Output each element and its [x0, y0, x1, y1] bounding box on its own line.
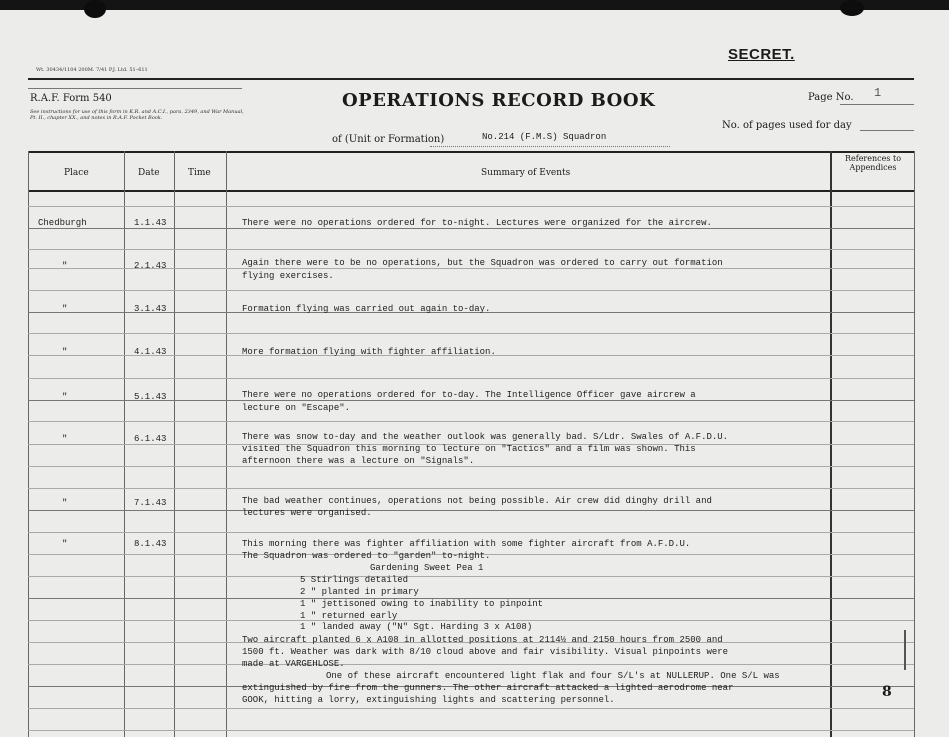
entry-place-ditto: ": [62, 261, 68, 271]
entry-place-ditto: ": [62, 347, 68, 357]
pages-underline: [860, 130, 914, 131]
entry-summary-line: visited the Squadron this morning to lecture on "Tactics" and a film was shown. This: [242, 444, 696, 454]
entry-summary-line: 1500 ft. Weather was dark with 8/10 cloud above and fair visibility. Visual pinpoints were: [242, 647, 729, 657]
entry-summary-line: lectures were organised.: [242, 508, 372, 518]
entry-date: 8.1.43: [134, 539, 167, 549]
entry-date: 5.1.43: [134, 392, 167, 402]
scan-top-edge: [0, 0, 949, 10]
entry-summary-line: extinguished by fire from the gunners. The other aircraft attacked a lighted aerodrome near: [242, 683, 734, 693]
unit-underline: [430, 146, 670, 147]
entry-summary-line: flying exercises.: [242, 271, 334, 281]
page-number-label: Page No.: [808, 92, 854, 103]
entry-place-ditto: ": [62, 539, 68, 549]
entry-summary-line: More formation flying with fighter affiliation.: [242, 347, 496, 357]
entry-summary-line: lecture on "Escape".: [242, 403, 351, 413]
entry-summary-line: afternoon there was a lecture on "Signals".: [242, 456, 475, 466]
entry-place-ditto: ": [62, 498, 68, 508]
punch-hole: [840, 0, 864, 16]
entry-date: 7.1.43: [134, 498, 167, 508]
entry-summary-line: Gardening Sweet Pea 1: [370, 563, 484, 573]
entry-place-ditto: ": [62, 304, 68, 314]
rule: [28, 88, 242, 89]
entry-summary-line: There were no operations ordered for to-day. The Intelligence Officer gave aircrew a: [242, 390, 696, 400]
margin-annotation: 8: [882, 684, 892, 700]
entry-place: Chedburgh: [38, 218, 87, 228]
entry-summary-line: The Squadron was ordered to "garden" to-night.: [242, 551, 491, 561]
entry-date: 2.1.43: [134, 261, 167, 271]
column-header-time: Time: [188, 168, 211, 178]
unit-value: No.214 (F.M.S) Squadron: [482, 132, 607, 142]
entry-summary-line: There were no operations ordered for to-night. Lectures were organized for the aircrew.: [242, 218, 712, 228]
page-number-value: 1: [874, 86, 882, 100]
margin-mark: [904, 630, 906, 670]
entry-place-ditto: ": [62, 434, 68, 444]
entry-date: 4.1.43: [134, 347, 167, 357]
rule: [28, 190, 914, 192]
entry-date: 6.1.43: [134, 434, 167, 444]
rule: [28, 151, 914, 153]
entry-summary-line: One of these aircraft encountered light flak and four S/L's at NULLERUP. One S/L was: [326, 671, 780, 681]
entry-summary-line: The bad weather continues, operations not being possible. Air crew did dinghy drill and: [242, 496, 712, 506]
entry-summary-line: There was snow to-day and the weather outlook was generally bad. S/Ldr. Swales of A.F.D.U.: [242, 432, 729, 442]
page-title: OPERATIONS RECORD BOOK: [342, 90, 656, 111]
entry-summary-line: 2 " planted in primary: [300, 587, 419, 597]
entry-summary-line: 5 Stirlings detailed: [300, 575, 409, 585]
punch-hole: [84, 0, 106, 18]
column-header-summary: Summary of Events: [481, 168, 571, 178]
entry-date: 1.1.43: [134, 218, 167, 228]
entry-date: 3.1.43: [134, 304, 167, 314]
entry-summary-line: Formation flying was carried out again to-day.: [242, 304, 491, 314]
column-header-references: References to Appendices: [844, 154, 902, 172]
entry-summary-line: made at VARGEHLOSE.: [242, 659, 345, 669]
column-header-place: Place: [64, 168, 89, 178]
pages-used-label: No. of pages used for day: [722, 120, 852, 131]
entry-summary-line: 1 " jettisoned owing to inability to pinpoint: [300, 599, 544, 609]
entry-summary-line: Again there were to be no operations, but the Squadron was ordered to carry out formation: [242, 258, 723, 268]
rule: [28, 78, 914, 80]
entry-summary-line: 1 " landed away ("N" Sgt. Harding 3 x A108): [300, 622, 533, 632]
form-number: R.A.F. Form 540: [30, 93, 112, 104]
security-classification: SECRET.: [728, 46, 795, 63]
page-underline: [840, 104, 914, 105]
entry-place-ditto: ": [62, 392, 68, 402]
print-reference: Wt. 30434/1104 200M. 7/41 P.J. Ltd. 51–611: [36, 67, 148, 73]
table-border: [914, 151, 915, 737]
column-header-date: Date: [138, 168, 160, 178]
form-instructions: See instructions for use of this form in K.R. and A.C.I., para. 2349, and War Manual, Pt. II., chapter XX., and notes in R.A.F. Pocket Book.: [30, 109, 244, 121]
entry-summary-line: This morning there was fighter affiliation with some fighter aircraft from A.F.D.U.: [242, 539, 691, 549]
entry-summary-line: 1 " returned early: [300, 611, 398, 621]
entry-summary-line: Two aircraft planted 6 x A108 in allotted positions at 2114½ and 2150 hours from 2500 and: [242, 635, 723, 645]
entry-summary-line: GOOK, hitting a lorry, extinguishing lights and scattering personnel.: [242, 695, 615, 705]
unit-label: of (Unit or Formation): [332, 134, 445, 145]
